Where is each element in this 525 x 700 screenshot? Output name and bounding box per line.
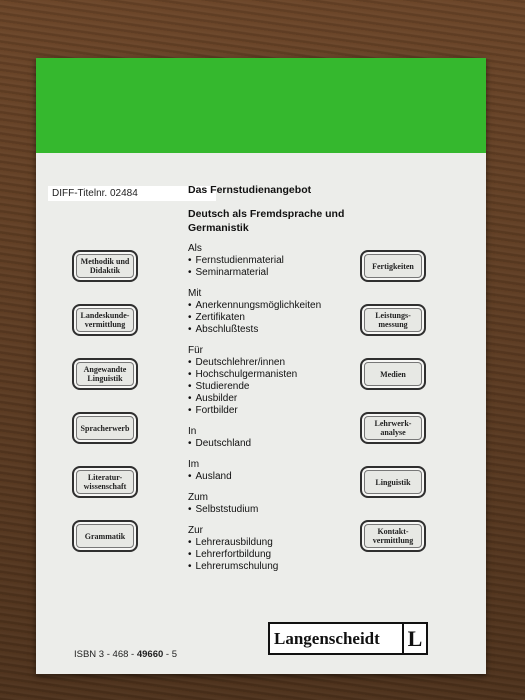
- list-item: • Anerkennungsmöglichkeiten: [188, 300, 358, 312]
- tag-spracherwerb: Spracherwerb: [72, 412, 138, 444]
- list-item: • Lehrerfortbildung: [188, 549, 358, 561]
- list-item: • Ausbilder: [188, 393, 358, 405]
- group-zur: [188, 525, 358, 573]
- list-item: • Studierende: [188, 381, 358, 393]
- group-head: Zur: [188, 525, 203, 536]
- list-item: • Seminarmaterial: [188, 267, 358, 279]
- group-zum: [188, 492, 358, 516]
- group-head: In: [188, 426, 197, 437]
- tag-methodik-didaktik: Methodik und Didaktik: [72, 250, 138, 282]
- tag-landeskunde: Landeskunde-vermittlung: [72, 304, 138, 336]
- list-item: • Deutschlehrer/innen: [188, 357, 358, 369]
- list-item: • Fortbilder: [188, 405, 358, 417]
- group-head: Zum: [188, 492, 208, 503]
- isbn-bold: 49660: [136, 649, 164, 660]
- tag-lehrwerkanalyse: Lehrwerk-analyse: [360, 412, 426, 444]
- heading-line-1: Das Fernstudienangebot: [188, 184, 312, 196]
- tag-grammatik: Grammatik: [72, 520, 138, 552]
- group-head: Mit: [188, 288, 202, 299]
- list-item: • Zertifikaten: [188, 312, 358, 324]
- tag-medien: Medien: [360, 358, 426, 390]
- book-back-cover: [36, 58, 486, 674]
- isbn-suffix: - 5: [165, 649, 177, 660]
- list-item: • Lehrerumschulung: [188, 561, 358, 573]
- group-als: [188, 243, 358, 279]
- diff-title-number: DIFF-Titelnr. 02484: [48, 186, 216, 201]
- isbn-prefix: ISBN 3 - 468 -: [74, 649, 135, 660]
- green-band: [36, 58, 486, 153]
- offer-text-block: [188, 184, 358, 582]
- heading-line-2: Deutsch als Fremdsprache und Germanistik: [188, 208, 345, 234]
- tag-angewandte-linguistik: Angewandte Linguistik: [72, 358, 138, 390]
- publisher-logo: [268, 622, 428, 655]
- group-in: [188, 426, 358, 450]
- group-head: Im: [188, 459, 200, 470]
- publisher-name: Langenscheidt: [274, 628, 380, 648]
- tag-fertigkeiten: Fertigkeiten: [360, 250, 426, 282]
- list-item: • Fernstudienmaterial: [188, 255, 358, 267]
- list-item: • Hochschulgermanisten: [188, 369, 358, 381]
- group-mit: [188, 288, 358, 336]
- list-item: • Lehrerausbildung: [188, 537, 358, 549]
- list-item: • Selbststudium: [188, 504, 358, 516]
- tag-literaturwissenschaft: Literatur-wissenschaft: [72, 466, 138, 498]
- group-head: Für: [188, 345, 203, 356]
- isbn: [74, 649, 177, 660]
- tag-kontaktvermittlung: Kontakt-vermittlung: [360, 520, 426, 552]
- group-fuer: [188, 345, 358, 417]
- publisher-mark: L: [402, 624, 426, 653]
- group-im: [188, 459, 358, 483]
- list-item: • Abschlußtests: [188, 324, 358, 336]
- list-item: • Deutschland: [188, 438, 358, 450]
- tag-leistungsmessung: Leistungs-messung: [360, 304, 426, 336]
- group-head: Als: [188, 243, 202, 254]
- tag-linguistik: Linguistik: [360, 466, 426, 498]
- list-item: • Ausland: [188, 471, 358, 483]
